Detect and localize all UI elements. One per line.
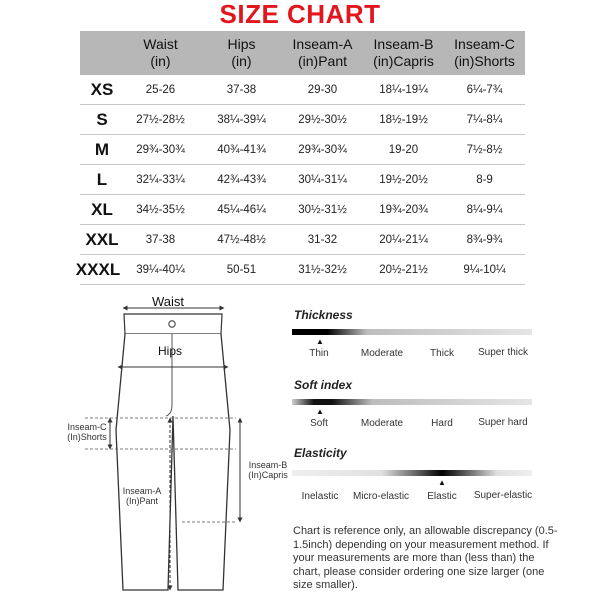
page-title: SIZE CHART <box>219 0 381 29</box>
table-cell: 25-26 <box>145 83 176 96</box>
table-cell: 34½-35½ <box>136 203 185 216</box>
thickness-title: Thickness <box>294 308 353 322</box>
table-cell: 37-38 <box>226 83 257 96</box>
thickness-label: Super thick <box>477 347 529 358</box>
thickness-label: Moderate <box>360 348 404 359</box>
elasticity-label: Super-elastic <box>473 490 533 501</box>
elasticity-label: Inelastic <box>301 491 339 502</box>
thickness-bar <box>292 329 532 335</box>
header-inseam-a: Inseam-A (in)Pant <box>292 36 353 69</box>
table-cell: 20½-21½ <box>379 263 428 276</box>
elasticity-label: Micro-elastic <box>352 491 410 502</box>
table-cell: 18½-19½ <box>379 113 428 126</box>
table-row <box>80 195 525 225</box>
table-cell: 47½-48½ <box>217 233 266 246</box>
size-label: XL <box>91 199 113 219</box>
inseam-b-label: Inseam-B (In)Capris <box>248 460 288 480</box>
table-row <box>80 165 525 195</box>
table-cell: 19-20 <box>388 143 419 156</box>
table-cell: 29¾-30¾ <box>298 143 347 156</box>
pants-outline-illustration <box>0 290 290 600</box>
thickness-label: Thick <box>430 348 454 359</box>
size-label: XXL <box>85 229 119 249</box>
soft-index-label: Moderate <box>360 418 404 429</box>
elasticity-bar <box>292 470 532 476</box>
table-row <box>80 75 525 105</box>
table-cell: 40¾-41¾ <box>217 143 266 156</box>
table-cell: 38¼-39¼ <box>217 113 266 126</box>
table-cell: 7¼-8¼ <box>466 113 503 126</box>
header-inseam-c: Inseam-C (in)Shorts <box>454 36 515 69</box>
table-cell: 30¼-31¼ <box>298 173 347 186</box>
size-label: L <box>96 169 108 189</box>
inseam-a-label: Inseam-A (In)Pant <box>122 486 162 506</box>
inseam-c-label: Inseam-C (In)Shorts <box>67 422 107 442</box>
header-waist: Waist (in) <box>143 36 178 69</box>
size-label: S <box>96 109 108 129</box>
soft-index-title: Soft index <box>294 378 353 392</box>
table-row <box>75 255 525 285</box>
soft-index-marker-icon: ▲ <box>316 407 324 416</box>
pants-diagram <box>0 290 290 600</box>
header-inseam-b: Inseam-B (in)Capris <box>373 36 434 69</box>
soft-index-label: Hard <box>431 418 453 429</box>
table-cell: 32¼-33¼ <box>136 173 185 186</box>
table-cell: 8¼-9¼ <box>466 203 503 216</box>
size-label: XXXL <box>75 259 121 279</box>
table-cell: 19½-20½ <box>379 173 428 186</box>
elasticity-marker-icon: ▲ <box>438 478 446 487</box>
table-cell: 30½-31½ <box>298 203 347 216</box>
hips-label: Hips <box>158 344 183 358</box>
table-row <box>80 105 525 135</box>
table-cell: 42¾-43¾ <box>217 173 266 186</box>
table-cell: 29-30 <box>307 83 338 96</box>
header-hips: Hips (in) <box>227 36 256 69</box>
table-cell: 37-38 <box>145 233 176 246</box>
table-cell: 18¼-19¼ <box>379 83 428 96</box>
soft-index-label: Soft <box>310 418 328 429</box>
elasticity-title: Elasticity <box>294 446 347 460</box>
soft-index-label: Super hard <box>478 417 528 428</box>
table-cell: 6¼-7¾ <box>466 83 503 96</box>
table-cell: 19¾-20¾ <box>379 203 428 216</box>
table-cell: 31½-32½ <box>298 263 347 276</box>
table-header <box>80 31 525 75</box>
table-row <box>80 135 525 165</box>
table-cell: 7½-8½ <box>466 143 503 156</box>
thickness-label: Thin <box>309 348 329 359</box>
size-label: M <box>94 139 110 159</box>
table-cell: 20¼-21¼ <box>379 233 428 246</box>
size-table <box>75 31 525 285</box>
soft-index-bar <box>292 399 532 405</box>
table-cell: 8¾-9¾ <box>466 233 503 246</box>
button <box>169 321 175 327</box>
table-cell: 29½-30½ <box>298 113 347 126</box>
table-cell: 9¼-10¼ <box>463 263 506 276</box>
table-cell: 39¼-40¼ <box>136 263 185 276</box>
pants-body <box>116 334 230 590</box>
size-label: XS <box>90 79 114 99</box>
table-cell: 27½-28½ <box>136 113 185 126</box>
elasticity-label: Elastic <box>427 491 457 502</box>
table-cell: 29¾-30¾ <box>136 143 185 156</box>
thickness-marker-icon: ▲ <box>316 337 324 346</box>
table-cell: 50-51 <box>226 263 257 276</box>
waist-label: Waist <box>152 294 185 309</box>
table-cell: 8-9 <box>476 173 493 186</box>
table-cell: 31-32 <box>307 233 338 246</box>
table-row <box>80 225 525 255</box>
table-cell: 45¼-46¼ <box>217 203 266 216</box>
disclaimer-note: Chart is reference only, an allowable discrepancy (0.5-1.5inch) depending on your measurement method. If your measurements are more than (less than) the chart, please consider ordering one size larger (one size smaller). <box>293 525 558 591</box>
